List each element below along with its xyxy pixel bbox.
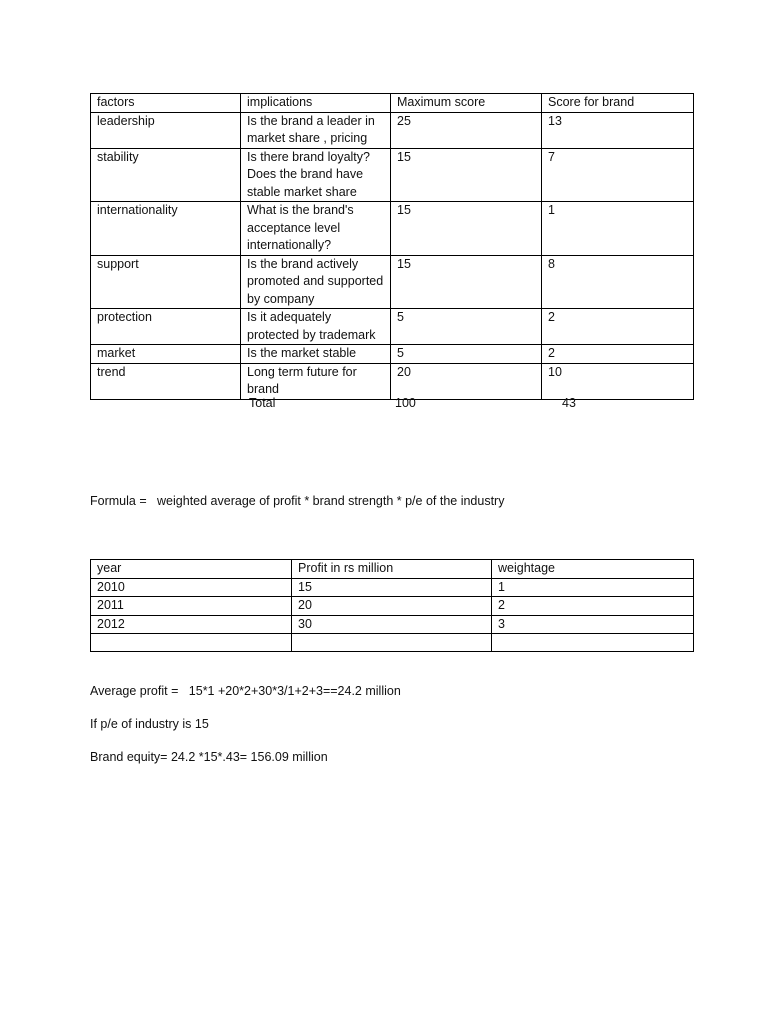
brand-score-cell: 2	[542, 345, 694, 364]
table-row	[91, 578, 694, 597]
brand-equity-text: Brand equity= 24.2 *15*.43= 156.09 million	[90, 750, 328, 764]
total-maximum-score: 100	[395, 396, 416, 410]
brand-score-cell: 13	[542, 112, 694, 148]
table-row	[91, 255, 694, 309]
max-score-cell: 15	[391, 202, 542, 256]
year-cell: 2012	[91, 615, 292, 634]
weightage-cell	[492, 634, 694, 652]
profit-cell: 20	[292, 597, 492, 616]
table-row	[91, 148, 694, 202]
weightage-cell: 3	[492, 615, 694, 634]
factor-cell: support	[91, 255, 241, 309]
header-factors: factors	[91, 94, 241, 113]
implication-cell: What is the brand's acceptance level internationally?	[241, 202, 391, 256]
profit-weightage-table	[90, 559, 694, 652]
table-row	[91, 309, 694, 345]
brand-score-cell: 2	[542, 309, 694, 345]
max-score-cell: 25	[391, 112, 542, 148]
max-score-cell: 20	[391, 363, 542, 399]
implication-cell: Is the brand actively promoted and supported by company	[241, 255, 391, 309]
table-row	[91, 363, 694, 399]
average-profit-text: Average profit = 15*1 +20*2+30*3/1+2+3==24.2 million	[90, 684, 401, 698]
profit-cell	[292, 634, 492, 652]
implication-cell: Is it adequately protected by trademark	[241, 309, 391, 345]
implication-cell: Is the market stable	[241, 345, 391, 364]
formula-text: Formula = weighted average of profit * brand strength * p/e of the industry	[90, 494, 505, 508]
brand-score-cell: 8	[542, 255, 694, 309]
max-score-cell: 15	[391, 255, 542, 309]
factor-cell: stability	[91, 148, 241, 202]
brand-strength-table	[90, 93, 694, 400]
header-year: year	[91, 560, 292, 579]
max-score-cell: 15	[391, 148, 542, 202]
table-header-row	[91, 560, 694, 579]
table-header-row	[91, 94, 694, 113]
year-cell: 2010	[91, 578, 292, 597]
table-row	[91, 634, 694, 652]
year-cell	[91, 634, 292, 652]
weightage-cell: 2	[492, 597, 694, 616]
table-row	[91, 202, 694, 256]
factor-cell: market	[91, 345, 241, 364]
implication-cell: Long term future for brand	[241, 363, 391, 399]
table-row	[91, 112, 694, 148]
factor-cell: trend	[91, 363, 241, 399]
implication-cell: Is the brand a leader in market share , pricing	[241, 112, 391, 148]
header-implications: implications	[241, 94, 391, 113]
brand-score-cell: 10	[542, 363, 694, 399]
brand-score-cell: 7	[542, 148, 694, 202]
table-row	[91, 597, 694, 616]
max-score-cell: 5	[391, 345, 542, 364]
total-row	[0, 395, 768, 413]
max-score-cell: 5	[391, 309, 542, 345]
profit-cell: 15	[292, 578, 492, 597]
table-row	[91, 615, 694, 634]
profit-cell: 30	[292, 615, 492, 634]
brand-score-cell: 1	[542, 202, 694, 256]
header-maximum-score: Maximum score	[391, 94, 542, 113]
factor-cell: leadership	[91, 112, 241, 148]
factor-cell: internationality	[91, 202, 241, 256]
implication-cell: Is there brand loyalty? Does the brand have stable market share	[241, 148, 391, 202]
year-cell: 2011	[91, 597, 292, 616]
weightage-cell: 1	[492, 578, 694, 597]
header-weightage: weightage	[492, 560, 694, 579]
header-profit: Profit in rs million	[292, 560, 492, 579]
factor-cell: protection	[91, 309, 241, 345]
header-score-for-brand: Score for brand	[542, 94, 694, 113]
total-label: Total	[249, 396, 276, 410]
table-row	[91, 345, 694, 364]
pe-statement-text: If p/e of industry is 15	[90, 717, 209, 731]
total-brand-score: 43	[562, 396, 576, 410]
